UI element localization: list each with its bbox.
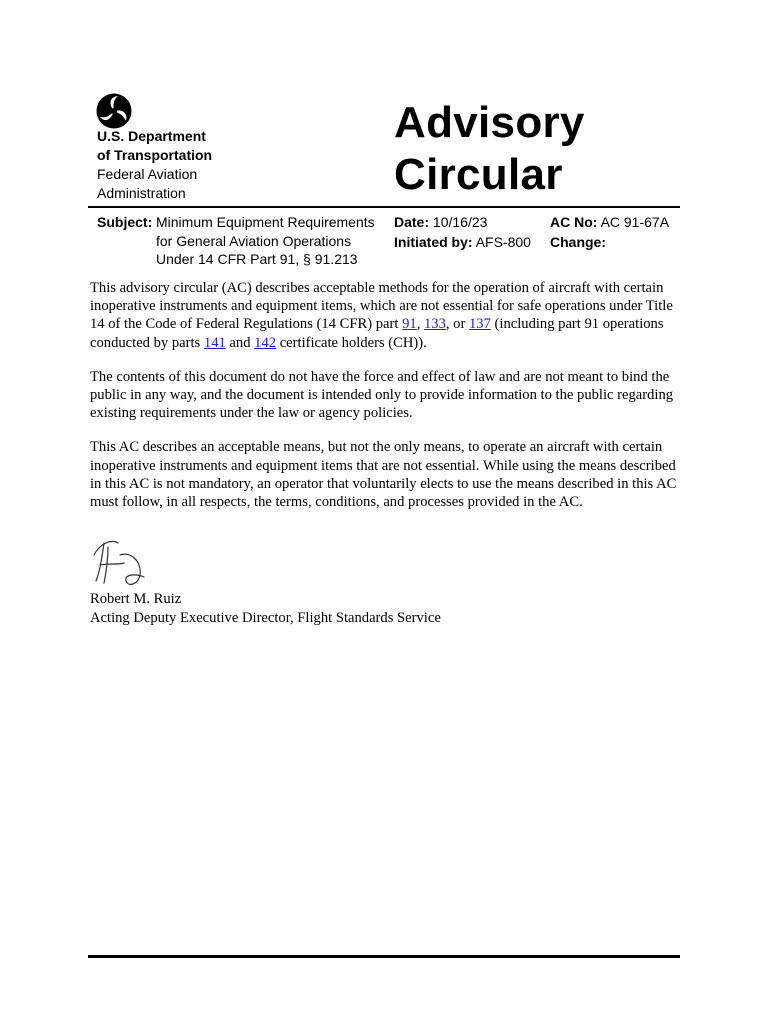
- paragraph-text: and: [225, 334, 255, 351]
- dot-logo-icon: [96, 93, 132, 129]
- paragraph-disclaimer: The contents of this document do not have the force and effect of law and are not meant to bind the public in any way, and the document is intended only to provide information to the public regarding existing requirements under the law or agency policies.: [90, 368, 674, 422]
- header-rule: [88, 206, 680, 208]
- ac-number-label: AC No:: [550, 214, 598, 230]
- initiated-value: AFS-800: [475, 234, 531, 250]
- change-field: [550, 233, 606, 252]
- footer-rule: [88, 955, 680, 958]
- paragraph-text: (including part 91 operations conducted by parts: [90, 316, 664, 351]
- subject-label: Subject:: [97, 214, 153, 230]
- signer-block: [90, 590, 441, 627]
- link-part-137[interactable]: 137: [468, 316, 491, 333]
- document-title: [394, 97, 585, 201]
- paragraph-means: This AC describes an acceptable means, but not the only means, to operate an aircraft with certain inoperative instruments and equipment items that are not essential. While using the means described in this AC is not mandatory, an operator that voluntarily elects to use the means described in this AC must follow, in all respects, the terms, conditions, and processes provided in the AC.: [90, 439, 677, 511]
- date-label: Date:: [394, 214, 430, 230]
- paragraph-text: , or: [445, 316, 469, 333]
- initiated-label: Initiated by:: [394, 234, 473, 250]
- paragraph-text: ,: [416, 316, 424, 333]
- title-line-2: Circular: [394, 150, 563, 199]
- paragraph-text: certificate holders (CH)).: [276, 334, 427, 351]
- agency-line-3: Federal Aviation: [97, 166, 198, 182]
- agency-line-4: Administration: [97, 185, 186, 201]
- initiated-field: [394, 233, 531, 252]
- signer-title: Acting Deputy Executive Director, Flight Standards Service: [90, 609, 441, 626]
- paragraph-text: This advisory circular (AC) describes acceptable methods for the operation of aircraft with certain inoperative instruments and equipment items, which are not essential for safe operations under Title 14 of the Code of Federal Regulations (14 CFR) part: [90, 280, 673, 333]
- ac-number-value: AC 91-67A: [600, 214, 670, 230]
- subject-line: Under 14 CFR Part 91, § 91.213: [156, 251, 358, 267]
- link-part-141[interactable]: 141: [203, 334, 226, 351]
- agency-line-2: of Transportation: [97, 147, 213, 163]
- link-part-133[interactable]: 133: [423, 316, 446, 333]
- agency-block: [97, 127, 212, 203]
- subject-line: for General Aviation Operations: [156, 232, 352, 249]
- title-line-1: Advisory: [394, 98, 585, 147]
- date-field: [394, 213, 487, 232]
- change-label: Change:: [550, 234, 606, 250]
- agency-line-1: U.S. Department: [97, 128, 206, 144]
- signature-image: [90, 535, 150, 591]
- body-text: [90, 279, 682, 527]
- paragraph-intro: [90, 279, 682, 352]
- subject-text: [156, 213, 375, 269]
- subject-line: Minimum Equipment Requirements: [156, 214, 375, 230]
- date-value: 10/16/23: [432, 214, 488, 230]
- link-part-142[interactable]: 142: [254, 334, 277, 351]
- signer-name: Robert M. Ruiz: [90, 591, 182, 607]
- link-part-91[interactable]: 91: [402, 316, 417, 333]
- ac-number-field: [550, 213, 669, 232]
